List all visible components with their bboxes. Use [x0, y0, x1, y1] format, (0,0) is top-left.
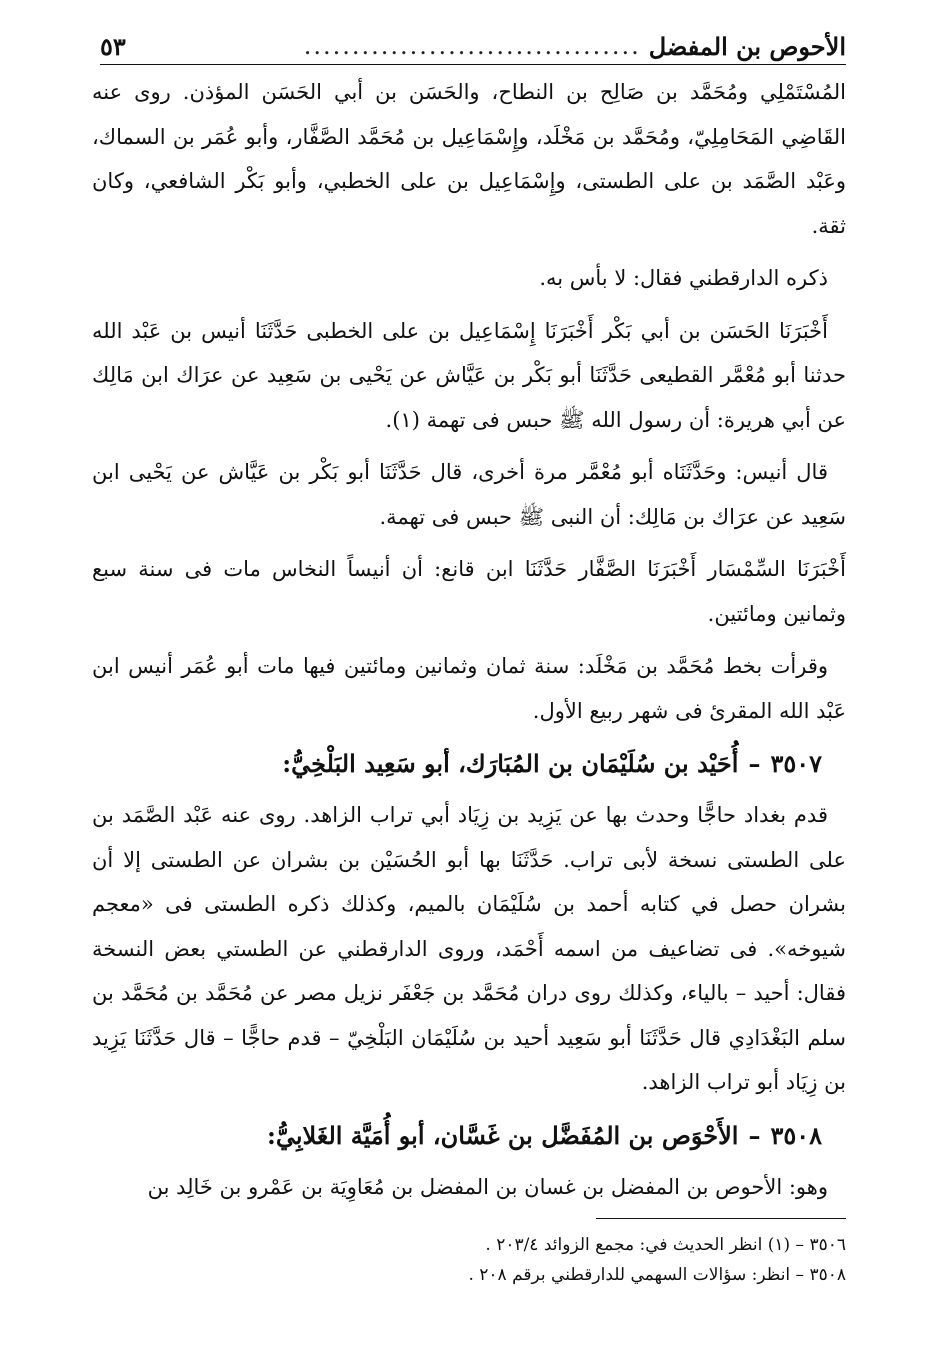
page-number: ٥٣ — [100, 31, 126, 61]
entry-dash: – — [748, 1120, 761, 1150]
entry-title: أُحَيْد بن سُلَيْمَان بن المُبَارَك، أبو سَعِيد البَلْخِيُّ: — [282, 749, 739, 778]
paragraph-hadith-chain-2: قال أنيس: وحَدَّثَنَاه أبو مُعْمَّر مرة أخرى، قال حَدَّثَنَا أبو بَكْر بن عَيَّاش عن يَحْيى ابن سَعِيد عن عرَاك بن مَالِك: أن النبى ﷺ حبس فى تهمة. — [92, 460, 846, 529]
entry-number: ٣٥٠٧ — [770, 749, 822, 778]
entry-title: الأَحْوَص بن المُفَضَّل بن غَسَّان، أبو أُمَيَّة الغَلابِيُّ: — [267, 1120, 739, 1150]
footnote-3506: ٣٥٠٦ – (١) انظر الحديث في: مجمع الزوائد ٢٠٣/٤ . — [485, 1235, 846, 1255]
entry-dash: – — [748, 749, 761, 778]
paragraph-entry-3507: قدم بغداد حاجًّا وحدث بها عن يَزِيد بن زِيَاد أبي تراب الزاهد. روى عنه عَبْد الصَّمَد بن على الطستى نسخة لأبى تراب. حَدَّثَنَا بها أبو الحُسَيْن بن بشران عن الطستى إلا أن بشران حصل في كتابه أحمد بن سُلَيْمَان بالميم، وكذلك ذكره الطستى فى «معجم شيوخه». فى تضاعيف من اسمه أَحْمَد، وروى الدارقطني عن الطستي بعض النسخة فقال: أحيد – بالياء، وكذلك روى دران مُحَمَّد بن جَعْفَر نزيل مصر عن مُحَمَّد بن مُحَمَّد بن سلم البَغْدَادِي قال حَدَّثَنَا أبو سَعِيد أحيد بن سُلَيْمَان البَلْخِيّ – قدم حاجًّا – قال حَدَّثَنَا يَزِيد بن زِيَاد أبو تراب الزاهد. — [92, 803, 846, 1094]
paragraph-daraqutni-grading: ذكره الدارقطني فقال: لا بأس به. — [539, 266, 828, 290]
running-header-title: الأحوص بن المفضل — [648, 31, 846, 61]
footnote-3508: ٣٥٠٨ – انظر: سؤالات السهمي للدارقطني برقم ٢٠٨ . — [468, 1265, 846, 1285]
running-header-dot-leader: ................................... — [303, 32, 641, 60]
paragraph-entry-3508: وهو: الأحوص بن المفضل بن غسان بن المفضل بن مُعَاوِيَة بن عَمْرو بن خَالِد بن — [147, 1174, 828, 1199]
paragraph-hadith-chain-1: أَخْبَرَنَا الحَسَن بن أبي بَكْر أَخْبَرَنَا إِسْمَاعِيل بن على الخطبى حَدَّثَنَا أنيس بن عَبْد الله حدثنا أبو مُعْمَّر القطيعى حَدَّثَنَا أبو بَكْر بن عَيَّاش عن يَحْيى بن سَعِيد عن عرَاك ابن مَالِك عن أبي هريرة: أن رسول الله ﷺ حبس فى تهمة (١). — [92, 318, 846, 432]
footnotes — [100, 1230, 846, 1290]
paragraph-death-report: أَخْبَرَنَا السِّمْسَار أَخْبَرَنَا الصَّفَّار حَدَّثَنَا ابن قانع: أن أنيساً النخاس مات فى سنة سبع وثمانين ومائتين. — [92, 557, 846, 626]
running-header — [100, 28, 846, 65]
entry-heading-3508 — [92, 1113, 846, 1159]
footnote-divider — [596, 1218, 846, 1219]
entry-heading-3507 — [92, 741, 846, 787]
paragraph-death-date: وقرأت بخط مُحَمَّد بن مَخْلَد: سنة ثمان وثمانين ومائتين فيها مات أبو عُمَر أنيس ابن عَبْد الله المقرئ فى شهر ربيع الأول. — [92, 654, 846, 723]
paragraph-narrators: المُسْتَمْلِي ومُحَمَّد بن صَالِح بن النطاح، والحَسَن بن أبي الحَسَن المؤذن. روى عنه القَاضِي المَحَامِلِيّ، ومُحَمَّد بن مَخْلَد، وإِسْمَاعِيل بن مُحَمَّد الصَّفَّار، وأبو عُمَر بن السماك، وعَبْد الصَّمَد بن على الطستى، وإِسْمَاعِيل بن على الخطبي، وأبو بَكْر الشافعي، وكان ثقة. — [92, 80, 846, 238]
main-text — [92, 70, 846, 1217]
entry-number: ٣٥٠٨ — [770, 1120, 822, 1150]
